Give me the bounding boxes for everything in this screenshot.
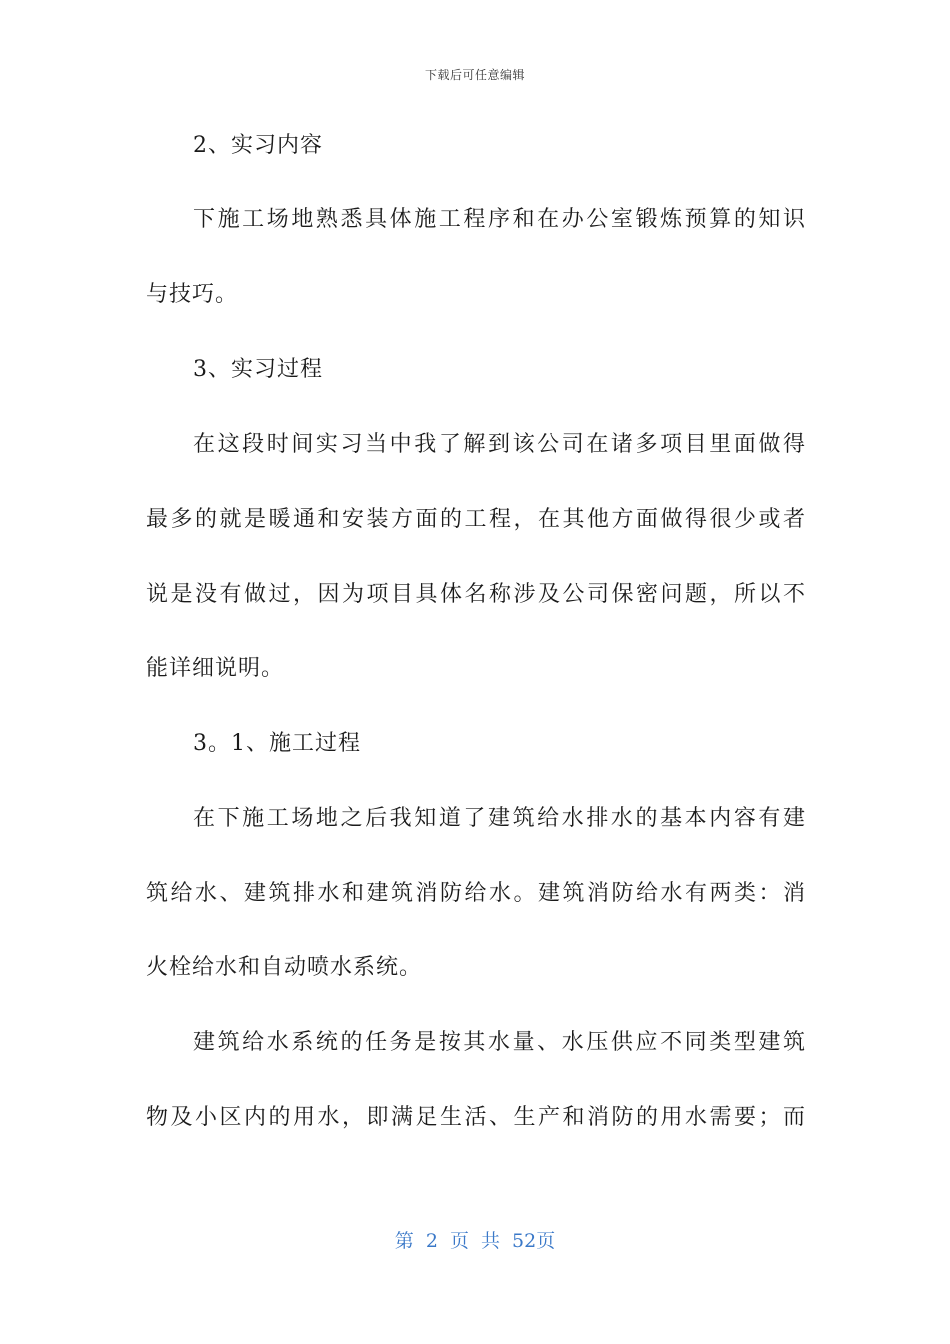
paragraph-line: 筑给水、建筑排水和建筑消防给水。建筑消防给水有两类：消 [146,881,806,906]
paragraph-line: 能详细说明。 [146,656,285,681]
paragraph-line: 在这段时间实习当中我了解到该公司在诸多项目里面做得 [193,432,806,457]
paragraph-line: 建筑给水系统的任务是按其水量、水压供应不同类型建筑 [193,1030,806,1055]
section-heading-3: 3、实习过程 [193,357,323,382]
section-heading-3-1: 3。1、施工过程 [193,731,361,756]
paragraph-line: 与技巧。 [146,282,239,307]
paragraph-line: 在下施工场地之后我知道了建筑给水排水的基本内容有建 [193,806,806,831]
page-header-note: 下载后可任意编辑 [424,68,525,82]
page-number-footer: 第 2 页 共 52页 [394,1230,556,1252]
section-heading-2: 2、实习内容 [193,133,323,158]
paragraph-line: 说是没有做过，因为项目具体名称涉及公司保密问题，所以不 [146,582,806,607]
paragraph-line: 下施工场地熟悉具体施工程序和在办公室锻炼预算的知识 [193,207,806,232]
paragraph-line: 物及小区内的用水，即满足生活、生产和消防的用水需要；而 [146,1105,806,1130]
paragraph-line: 火栓给水和自动喷水系统。 [146,955,423,980]
paragraph-line: 最多的就是暖通和安装方面的工程，在其他方面做得很少或者 [146,507,806,532]
